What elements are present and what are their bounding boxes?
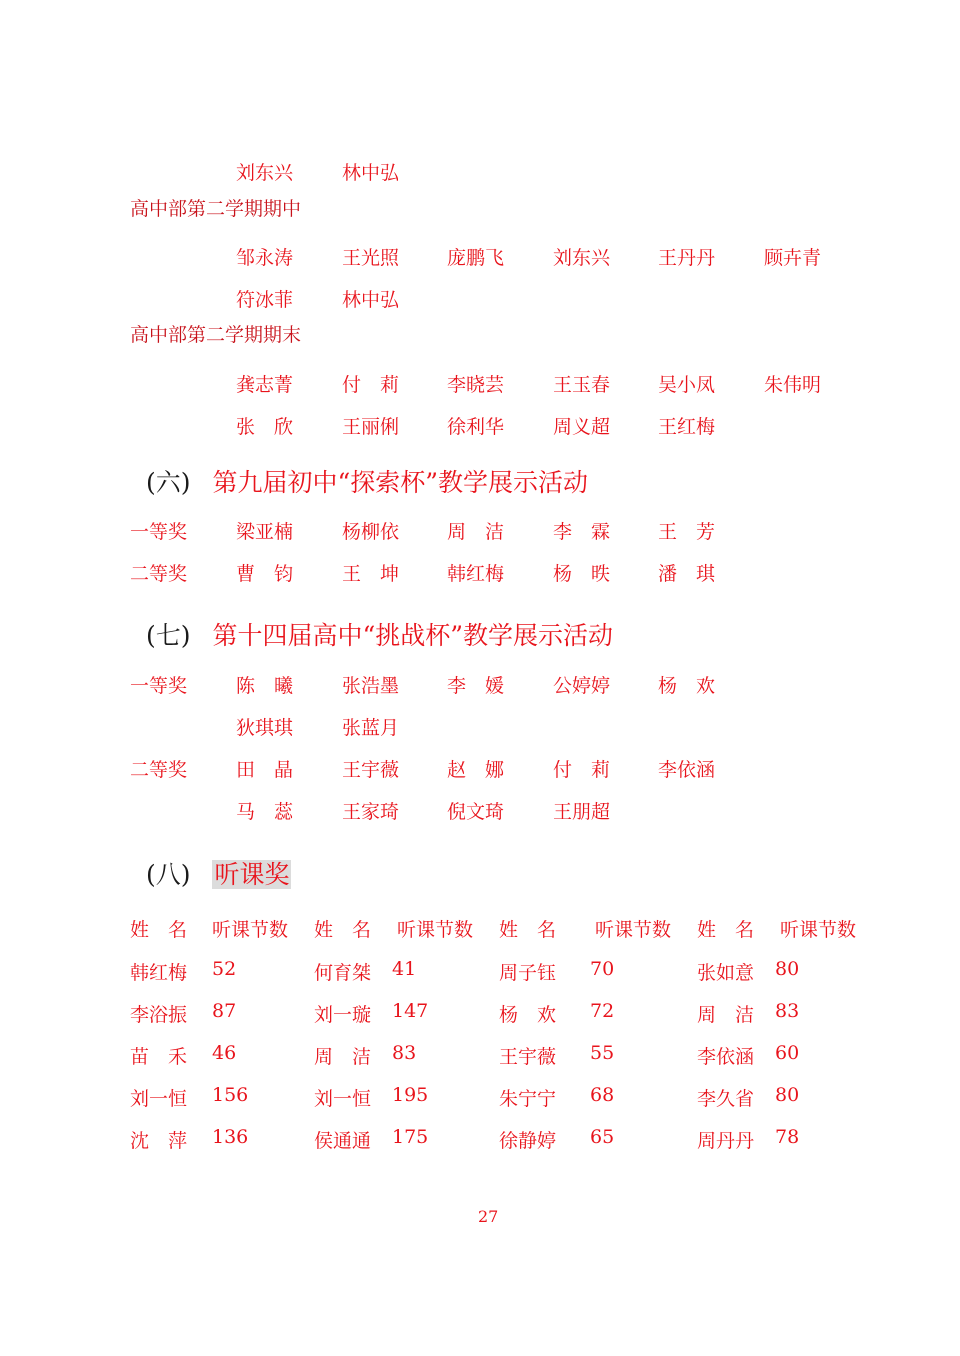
table-cell-name: 韩红梅 [130,962,188,984]
name: 李依涵 [658,759,716,781]
table-cell-name: 王宇薇 [499,1046,557,1068]
name: 马 蕊 [236,801,294,823]
section-title: 第九届初中“探索杯”教学展示活动 [212,468,589,497]
name: 王朋超 [553,801,611,823]
table-cell-name: 周丹丹 [697,1130,755,1152]
table-cell-count: 78 [775,1126,800,1148]
table-cell-name: 何育桀 [314,962,372,984]
table-cell-count: 52 [212,958,237,980]
name: 赵 娜 [447,759,505,781]
section-title: 听课奖 [214,860,290,889]
name: 杨 昳 [553,563,611,585]
name: 邹永涛 [236,247,294,269]
name: 付 莉 [553,759,611,781]
table-cell-name: 刘一恒 [130,1088,188,1110]
name: 林中弘 [342,289,400,311]
name: 陈 曦 [236,675,294,697]
name: 梁亚楠 [236,521,294,543]
name: 公婷婷 [553,675,611,697]
table-cell-count: 80 [775,1084,800,1106]
table-cell-count: 83 [775,1000,800,1022]
column-header-count: 听课节数 [212,919,289,941]
table-cell-count: 41 [392,958,417,980]
table-cell-name: 周 洁 [697,1004,755,1026]
table-cell-name: 杨 欢 [499,1004,557,1026]
page-number: 27 [478,1207,499,1226]
name: 王 坤 [342,563,400,585]
name: 刘东兴 [236,162,294,184]
table-cell-count: 175 [392,1126,429,1148]
name: 吴小凤 [658,374,716,396]
section-number: (六) [146,468,191,497]
table-cell-name: 周 洁 [314,1046,372,1068]
section-8-heading [146,855,291,891]
table-cell-count: 70 [590,958,615,980]
table-cell-name: 周子钰 [499,962,557,984]
name: 曹 钧 [236,563,294,585]
table-cell-name: 侯通通 [314,1130,372,1152]
name: 张浩墨 [342,675,400,697]
column-header-name: 姓 名 [499,919,557,941]
table-cell-name: 李久省 [697,1088,755,1110]
mid-term-label: 高中部第二学期期中 [130,198,302,220]
name: 张蓝月 [342,717,400,739]
name: 田 晶 [236,759,294,781]
table-cell-name: 苗 禾 [130,1046,188,1068]
name: 王红梅 [658,416,716,438]
name: 张 欣 [236,416,294,438]
name: 王丽俐 [342,416,400,438]
name: 庞鹏飞 [447,247,505,269]
section-number: (八) [146,860,191,889]
table-cell-count: 72 [590,1000,615,1022]
final-term-label: 高中部第二学期期末 [130,324,302,346]
table-cell-name: 李依涵 [697,1046,755,1068]
name: 李 霖 [553,521,611,543]
table-cell-count: 68 [590,1084,615,1106]
award-label-second: 二等奖 [130,759,188,781]
section-title: 第十四届高中“挑战杯”教学展示活动 [212,621,614,650]
name: 符冰菲 [236,289,294,311]
table-cell-name: 李浴振 [130,1004,188,1026]
name: 李晓芸 [447,374,505,396]
section-number: (七) [146,621,191,650]
column-header-name: 姓 名 [697,919,755,941]
table-cell-name: 沈 萍 [130,1130,188,1152]
name: 杨柳依 [342,521,400,543]
table-cell-count: 55 [590,1042,615,1064]
table-cell-count: 156 [212,1084,249,1106]
table-cell-name: 徐静婷 [499,1130,557,1152]
name: 王 芳 [658,521,716,543]
name: 周 洁 [447,521,505,543]
name: 徐利华 [447,416,505,438]
name: 杨 欢 [658,675,716,697]
column-header-count: 听课节数 [595,919,672,941]
name: 龚志菁 [236,374,294,396]
name: 顾卉青 [764,247,822,269]
table-cell-count: 65 [590,1126,615,1148]
section-6-heading [146,463,588,499]
table-cell-count: 147 [392,1000,429,1022]
name: 朱伟明 [764,374,822,396]
table-cell-count: 87 [212,1000,237,1022]
award-label-second: 二等奖 [130,563,188,585]
column-header-name: 姓 名 [130,919,188,941]
table-cell-name: 刘一璇 [314,1004,372,1026]
name: 潘 琪 [658,563,716,585]
name: 王家琦 [342,801,400,823]
column-header-name: 姓 名 [314,919,372,941]
award-label-first: 一等奖 [130,521,188,543]
award-label-first: 一等奖 [130,675,188,697]
name: 李 媛 [447,675,505,697]
column-header-count: 听课节数 [397,919,474,941]
table-cell-count: 136 [212,1126,249,1148]
name: 倪文琦 [447,801,505,823]
table-cell-count: 60 [775,1042,800,1064]
name: 王玉春 [553,374,611,396]
name: 王丹丹 [658,247,716,269]
name: 林中弘 [342,162,400,184]
table-cell-count: 195 [392,1084,429,1106]
name: 付 莉 [342,374,400,396]
column-header-count: 听课节数 [780,919,857,941]
name: 王光照 [342,247,400,269]
section-7-heading [146,616,613,652]
name: 刘东兴 [553,247,611,269]
table-cell-name: 朱宁宁 [499,1088,557,1110]
table-cell-count: 83 [392,1042,417,1064]
name: 韩红梅 [447,563,505,585]
name: 狄琪琪 [236,717,294,739]
table-cell-count: 80 [775,958,800,980]
table-cell-name: 刘一恒 [314,1088,372,1110]
table-cell-count: 46 [212,1042,237,1064]
table-cell-name: 张如意 [697,962,755,984]
name: 王宇薇 [342,759,400,781]
name: 周义超 [553,416,611,438]
